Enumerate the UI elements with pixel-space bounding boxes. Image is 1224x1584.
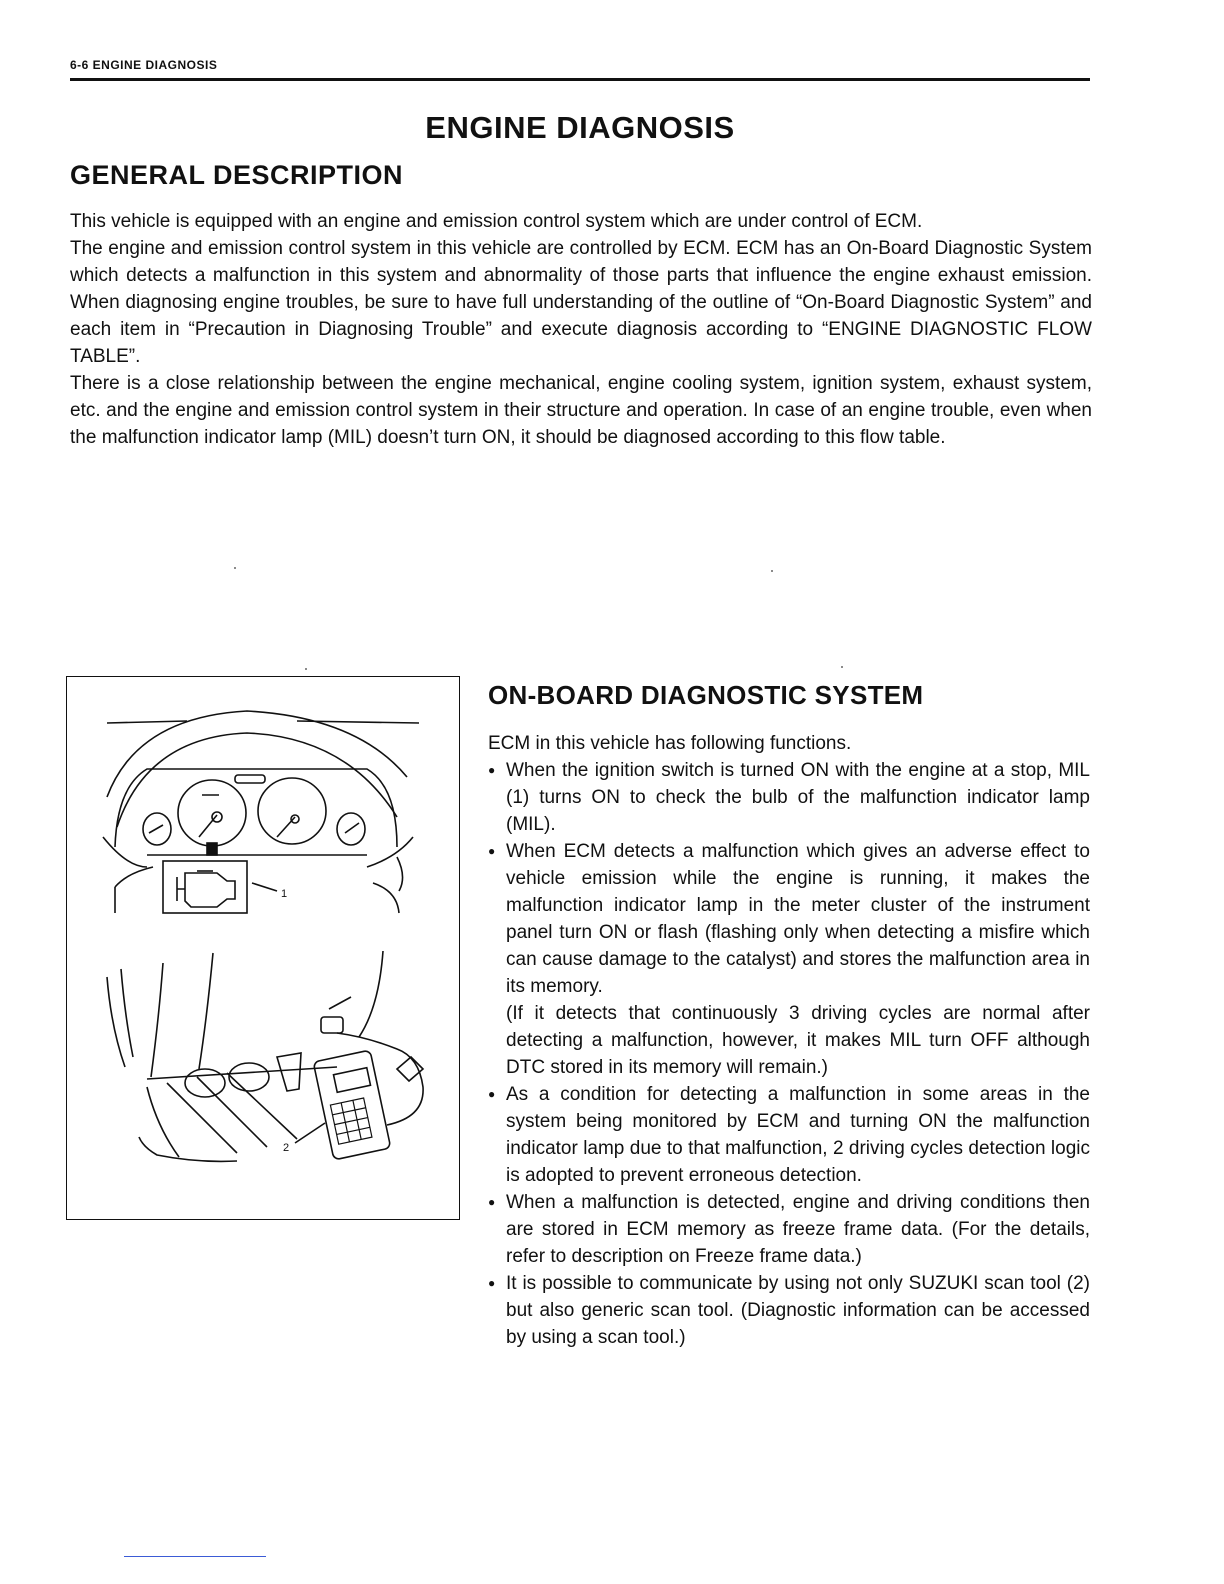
obd-description [488, 730, 1090, 1351]
list-item [488, 757, 1090, 838]
intro-paragraph: This vehicle is equipped with an engine and emission control system which are under control of ECM. [70, 211, 923, 232]
bullet-text: When ECM detects a malfunction which gives an adverse effect to vehicle emission while the engine is running, it makes the malfunction indicator lamp in the meter cluster of the instrument panel turn ON or flash (flashing only when detecting a misfire which can cause damage to the catalyst) and stores the malfunction area in its memory. [506, 841, 1090, 997]
obd-intro: ECM in this vehicle has following functions. [488, 733, 852, 754]
scan-dot [841, 666, 843, 668]
footer-rule [124, 1556, 266, 1557]
list-item [488, 1081, 1090, 1189]
callout-label-2: 2 [283, 1142, 290, 1154]
bullet-text: When the ignition switch is turned ON with the engine at a stop, MIL (1) turns ON to check the bulb of the malfunction indicator lamp (MIL). [506, 760, 1090, 835]
obd-function-list [488, 757, 1090, 1351]
bullet-text: As a condition for detecting a malfunction in some areas in the system being monitored by ECM and turning ON the malfunction indicator lamp due to that malfunction, 2 driving cycles detection logic is adopted to prevent erroneous detection. [506, 1084, 1090, 1186]
intro-paragraph: The engine and emission control system in this vehicle are controlled by ECM. ECM has an On-Board Diagnostic System which detects a malfunction in this system and abnormality of those parts that influence the engine exhaust emission. When diagnosing engine troubles, be sure to have full understanding of the outline of “On-Board Diagnostic System” and each item in “Precaution in Diagnosing Trouble” and execute diagnosis according to “ENGINE DIAGNOSTIC FLOW TABLE”. [70, 238, 1092, 367]
bullet-note: (If it detects that continuously 3 driving cycles are normal after detecting a malfunction, however, it makes MIL turn OFF although DTC stored in its memory will remain.) [506, 1003, 1090, 1078]
page-title: ENGINE DIAGNOSIS [425, 110, 735, 145]
general-description-text [70, 208, 1092, 451]
scan-dot [305, 668, 307, 670]
dashboard-drawing [67, 677, 459, 1219]
list-item [488, 838, 1090, 1081]
header-text: 6-6 ENGINE DIAGNOSIS [70, 58, 218, 72]
obd-heading: ON-BOARD DIAGNOSTIC SYSTEM [488, 680, 924, 710]
intro-paragraph: There is a close relationship between the engine mechanical, engine cooling system, ignition system, exhaust system, etc. and the engine and emission control system in their structure and operation. In case of an engine trouble, even when the malfunction indicator lamp (MIL) doesn’t turn ON, it should be diagnosed according to this flow table. [70, 373, 1092, 448]
list-item [488, 1270, 1090, 1351]
page-header [70, 56, 1090, 81]
dashboard-illustration [66, 676, 460, 1220]
bullet-text: It is possible to communicate by using not only SUZUKI scan tool (2) but also generic scan tool. (Diagnostic information can be accessed by using a scan tool.) [506, 1273, 1090, 1348]
scan-dot [234, 567, 236, 569]
general-description-heading: GENERAL DESCRIPTION [70, 160, 404, 190]
bullet-text: When a malfunction is detected, engine and driving conditions then are stored in ECM memory as freeze frame data. (For the details, refer to description on Freeze frame data.) [506, 1192, 1090, 1267]
list-item [488, 1189, 1090, 1270]
callout-label-1: 1 [281, 888, 288, 900]
scan-dot [771, 570, 773, 572]
